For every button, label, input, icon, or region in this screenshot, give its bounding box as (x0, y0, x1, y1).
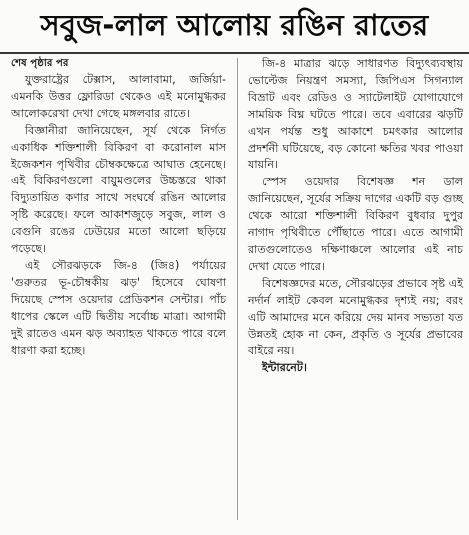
article-paragraph: বিশেষজ্ঞদের মতে, সৌরঝড়ের প্রভাবে সৃষ্ট এই নর্দার্ন লাইট কেবল মনোমুগ্ধকর দৃশ্যই নয়; বরং এটি আমাদের মনে করিয়ে দেয় মানব সভ্যতা যত উন্নতই হোক না কেন, প্রকৃতি ও সূর্যের প্রভাবের বাইরে নয়। (248, 276, 463, 358)
continued-from-label: শেষ পৃষ্ঠার পর (11, 58, 69, 69)
article-paragraph: জি-৪ মাত্রার ঝড়ে সাধারণত বিদ্যুৎব্যবস্থায় ভোল্টেজ নিয়ন্ত্রণ সমস্যা, জিপিএস সিগন্যাল বিভ্রাট এবং রেডিও ও স্যাটেলাইট যোগাযোগে সাময়িক বিঘ্ন ঘটতে পারে। তবে এবারের ঝড়টি এখন পর্যন্ত শুধু আকাশে চমৎকার আলোর প্রদর্শনী ঘটিয়েছে, বড় কোনো ক্ষতির খবর পাওয়া যায়নি। (248, 57, 463, 172)
article-source: ইন্টারনেট। (262, 361, 307, 375)
article-paragraph: বিজ্ঞানীরা জানিয়েছেন, সূর্য থেকে নির্গত একাধিক শক্তিশালী বিকিরণ বা করোনাল মাস ইজেকশন পৃথিবীর চৌম্বকক্ষেত্রে আঘাত হেনেছে। এই বিকিরণগুলো বায়ুমণ্ডলের উচ্চস্তরে থাকা বিদ্যুতায়িত কণার সাথে সংঘর্ষে রঙিন আলোর সৃষ্টি করেছে। ফলে আকাশজুড়ে সবুজ, লাল ও বেগুনি রঙের ঢেউয়ের মতো আলো ছড়িয়ে পড়েছে। (11, 123, 226, 256)
column-divider (237, 58, 238, 520)
article-paragraph: এই সৌরঝড়কে জি-৪ (জি৪) পর্যায়ের 'গুরুতর ভূ-চৌম্বকীয় ঝড়' হিসেবে ঘোষণা দিয়েছে স্পেস ওয়েদার প্রেডিকশন সেন্টার। পাঁচ ধাপের স্কেলে এটি দ্বিতীয় সর্বোচ্চ মাত্রা। আগামী দুই রাতেও এমন ঝড় অব্যাহত থাকতে পারে বলে ধারণা করা হচ্ছে। (11, 258, 226, 357)
article-paragraph: স্পেস ওয়েদার বিশেষজ্ঞ শন ডাল জানিয়েছেন, সূর্যের সক্রিয় দাগের একটি বড় গুচ্ছ থেকে আরো শক্তিশালী বিকিরণ বুধবার দুপুর নাগাদ পৃথিবীতে পৌঁছাতে পারে। এতে আগামী রাতগুলোতেও দক্ষিণাঞ্চলে আলোর এই নাচ দেখা যেতে পারে। (248, 175, 463, 273)
article-headline: সবুজ-লাল আলোয় রঙিন রাতের (40, 7, 429, 42)
article-column-right (248, 56, 463, 377)
headline-rule (0, 52, 469, 54)
article-paragraph: যুক্তরাষ্ট্রের টেক্সাস, আলাবামা, জর্জিয়া- এমনকি উত্তর ফ্লোরিডা থেকেও এই মনোমুগ্ধকর আলোকরেখা দেখা গেছে মঙ্গলবার রাতে। (11, 73, 226, 120)
article-column-left (11, 56, 226, 359)
